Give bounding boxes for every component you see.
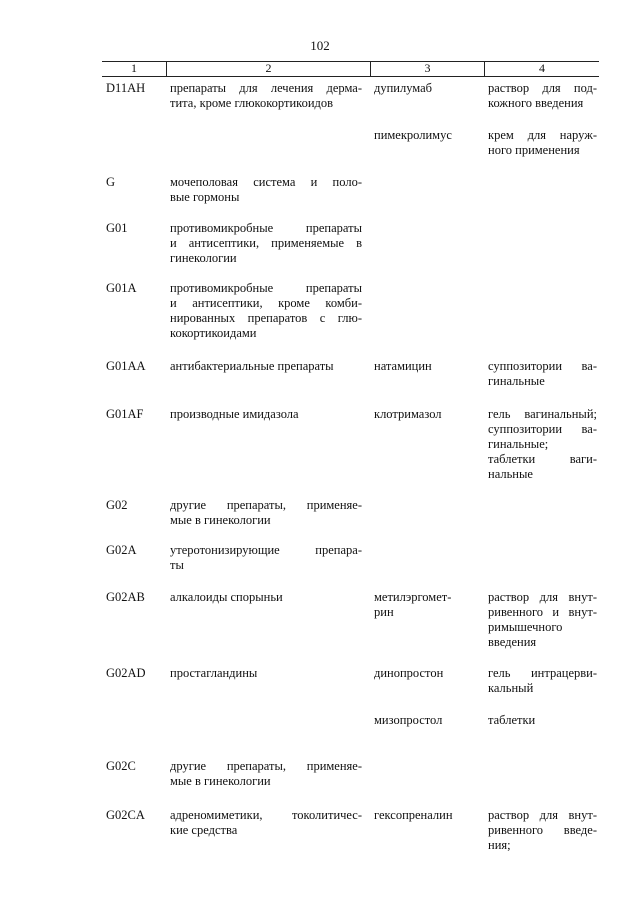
cell-drug [370,407,484,482]
cell-line: нированных препаратов с глю- [170,311,362,325]
table-header-row [102,61,599,77]
cell-form [484,175,599,205]
cell-line: мые в гинекологии [170,513,271,527]
cell-drug [370,759,484,789]
cell-line: утеротонизирующие препара- [170,543,362,557]
cell-line: кокортикоидами [170,326,257,340]
column-header-2: 2 [166,62,370,76]
table-row [102,590,599,650]
table-row [102,128,599,158]
cell-form [484,221,599,266]
cell-line: раствор для внут- [488,808,597,822]
cell-code: D11AH [106,81,146,95]
cell-drug [370,713,484,728]
table-row [102,666,599,696]
cell-line: гель вагинальный; [488,407,597,421]
cell-line: гексопреналин [374,808,453,822]
cell-line: другие препараты, применяе- [170,498,362,512]
cell-code [102,128,166,158]
cell-line: дупилумаб [374,81,433,95]
cell-form [484,128,599,158]
cell-form [484,359,599,389]
table-row [102,359,599,389]
table-row [102,543,599,573]
cell-line: гинекологии [170,251,237,265]
cell-line: гель интрацерви- [488,666,597,680]
table-row [102,759,599,789]
cell-line: раствор для внут- [488,590,597,604]
cell-drug [370,128,484,158]
cell-line: пимекролимус [374,128,452,142]
cell-line: раствор для под- [488,81,597,95]
cell-code: G02 [106,498,128,512]
cell-line: римышечного [488,620,563,634]
cell-line: и антисептики, применяемые в [170,236,362,250]
cell-code: G01AA [106,359,146,373]
column-header-3: 3 [370,62,484,76]
cell-group [166,590,370,650]
cell-drug [370,359,484,389]
cell-group [166,221,370,266]
table-row [102,407,599,482]
cell-form [484,666,599,696]
cell-line: ния; [488,838,511,852]
cell-line: препараты для лечения дерма- [170,81,362,95]
cell-line: динопростон [374,666,444,680]
drug-table [102,61,599,852]
cell-code: G01A [106,281,137,295]
cell-drug [370,498,484,528]
cell-line: и антисептики, кроме комби- [170,296,362,310]
cell-line: ривенного введе- [488,823,597,837]
cell-drug [370,808,484,853]
cell-form [484,543,599,573]
cell-form [484,590,599,650]
cell-line: натамицин [374,359,432,373]
cell-line: кальный [488,681,534,695]
cell-code: G01AF [106,407,144,421]
cell-form [484,808,599,853]
cell-group [166,713,370,728]
cell-group [166,407,370,482]
cell-code: G02A [106,543,137,557]
table-row [102,221,599,266]
cell-code: G02CA [106,808,145,822]
cell-line: суппозитории ва- [488,422,597,436]
cell-line: мизопростол [374,713,443,727]
cell-line: введения [488,635,537,649]
cell-line: крем для наруж- [488,128,597,142]
cell-line: производные имидазола [170,407,299,421]
cell-line: противомикробные препараты [170,221,362,235]
table-row [102,281,599,341]
cell-code: G02C [106,759,136,773]
cell-line: кие средства [170,823,238,837]
cell-form [484,81,599,111]
cell-line: гинальные; [488,437,549,451]
table-row [102,175,599,205]
cell-line: вые гормоны [170,190,240,204]
cell-line: метилэргомет- [374,590,452,604]
cell-line: другие препараты, применяе- [170,759,362,773]
cell-line: рин [374,605,394,619]
cell-line: суппозитории ва- [488,359,597,373]
table-row [102,81,599,111]
cell-drug [370,175,484,205]
cell-group [166,128,370,158]
cell-line: тита, кроме глюкокортикоидов [170,96,334,110]
cell-group [166,759,370,789]
column-header-1: 1 [131,61,137,75]
cell-line: антибактериальные препараты [170,359,334,373]
cell-line: ривенного и внут- [488,605,597,619]
cell-form [484,759,599,789]
cell-line: противомикробные препараты [170,281,362,295]
cell-line: клотримазол [374,407,442,421]
cell-drug [370,281,484,341]
cell-line: нальные [488,467,533,481]
cell-group [166,498,370,528]
cell-code: G02AB [106,590,145,604]
table-row [102,808,599,853]
column-header-4: 4 [484,62,599,76]
table-row [102,498,599,528]
cell-form [484,281,599,341]
cell-line: мые в гинекологии [170,774,271,788]
cell-line: алкалоиды спорыньи [170,590,283,604]
cell-group [166,666,370,696]
cell-group [166,281,370,341]
cell-line: мочеполовая система и поло- [170,175,362,189]
cell-group [166,808,370,853]
cell-line: таблетки ваги- [488,452,597,466]
cell-form [484,498,599,528]
cell-line: таблетки [488,713,536,727]
cell-line: ты [170,558,184,572]
cell-line: адреномиметики, токолитичес- [170,808,362,822]
cell-group [166,81,370,111]
table-row [102,713,599,728]
cell-drug [370,81,484,111]
cell-drug [370,221,484,266]
cell-form [484,407,599,482]
cell-code [102,713,166,728]
cell-line: гинальные [488,374,545,388]
cell-group [166,359,370,389]
cell-drug [370,590,484,650]
cell-group [166,543,370,573]
cell-line: кожного введения [488,96,584,110]
cell-code: G [106,175,116,189]
page-number: 102 [310,38,330,53]
cell-drug [370,666,484,696]
cell-drug [370,543,484,573]
cell-line: ного применения [488,143,580,157]
cell-line: простагландины [170,666,258,680]
cell-code: G01 [106,221,128,235]
cell-group [166,175,370,205]
cell-code: G02AD [106,666,146,680]
cell-form [484,713,599,728]
